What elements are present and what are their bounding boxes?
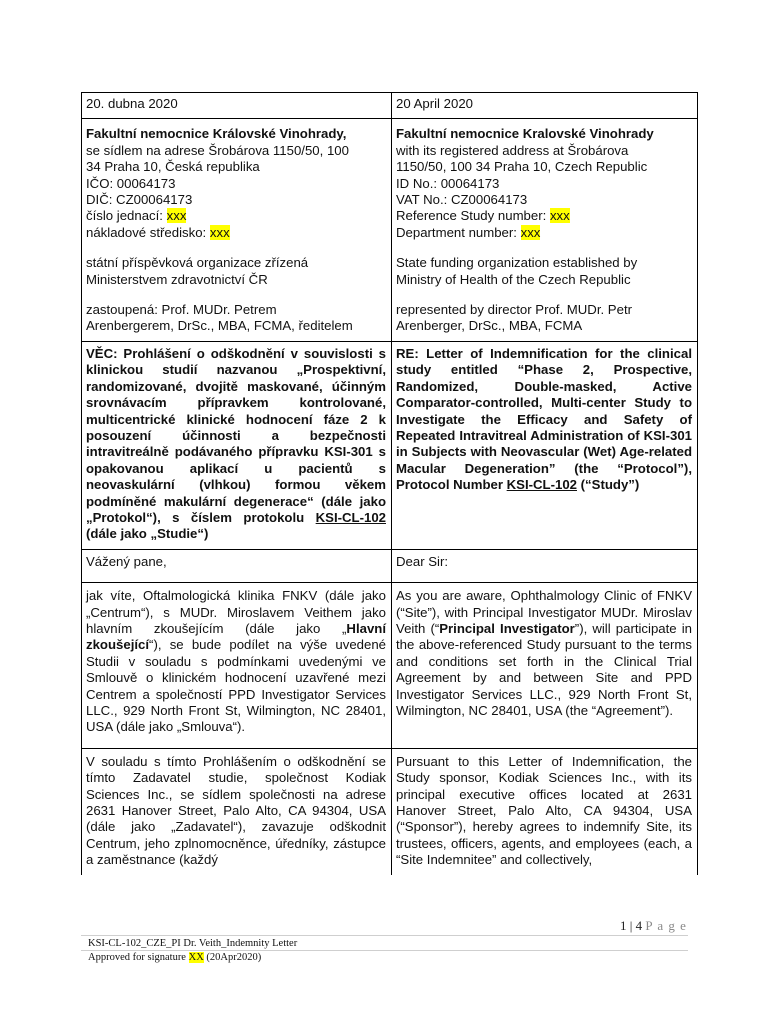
para1-cz [82, 583, 392, 749]
subject-cz [82, 341, 392, 549]
funding1-cz: státní příspěvková organizace zřízená [86, 255, 309, 271]
hospital-row [82, 119, 698, 341]
protocol-number-en: KSI-CL-102 [506, 477, 577, 493]
funding2-en: Ministry of Health of the Czech Republic [396, 271, 631, 287]
dept-value-cz: xxx [209, 224, 230, 240]
footer-doc-id: KSI-CL-102_CZE_PI Dr. Veith_Indemnity Letter [88, 938, 298, 949]
date-cz-text: 20. dubna 2020 [86, 96, 178, 111]
subject-cz-text: VĚC: Prohlášení o odškodnění v souvislosti s klinickou studií nazvanou „Prospektivní, randomizované, dvojitě maskované, účinným srovnávacím přípravkem kontrolované, multicentrické klinické hodnocení fáze 2 k posouzení účinnosti a bezpečnosti intravitreálně podávaného přípravku KSI-301 s opakovanou aplikací u pacientů s neovaskulární (vlhkou) formou věkem podmíněné makulární degenerace“ (dále jako „Protokol“), s číslem protokolu [86, 345, 386, 525]
principal-investigator-en: Principal Investigator [439, 620, 575, 636]
para1-en-a: As you are aware, Ophthalmology Clinic of FNKV (“Site”), with Principal Investigator MUDr. Miroslav Veith (“ [396, 588, 692, 636]
footer-divider-2 [81, 950, 688, 951]
para1-cz-a: jak víte, Oftalmologická klinika FNKV (dále jako „Centrum“), s MUDr. Miroslavem Veithem jako hlavním zkoušejícím (dále jako „ [86, 588, 386, 636]
salutation-row [82, 549, 698, 582]
address2-cz: 34 Praha 10, Česká republika [86, 159, 260, 175]
hospital-cz [82, 119, 392, 341]
ref-value-en: xxx [549, 208, 570, 224]
ref-label-cz: číslo jednací: [86, 208, 167, 224]
subject-en-tail: (“Study”) [577, 477, 640, 493]
para1-en-c: ”), will participate in the above-referenced Study pursuant to the terms and conditions set forth in the Clinical Trial Agreement by and between Site and PPD Investigator Services LLC., 929 North Front St, Wilmington, NC 28401, USA (the “Agreement”). [396, 620, 692, 718]
rep1-cz: zastoupená: Prof. MUDr. Petrem [86, 302, 277, 318]
para1-row [82, 583, 698, 749]
footer-approval [88, 952, 261, 963]
subject-en-text: RE: Letter of Indemnification for the clinical study entitled “Phase 2, Prospective, Randomized, Double-masked, Active Comparator-controlled, Multi-center Study to Investigate the Efficacy and Safety of Repeated Intravitreal Administration of KSI-301 in Subjects with Neovascular (Wet) Age-related Macular Degeneration” (the “Protocol”), Protocol Number [396, 345, 692, 493]
rep2-cz: Arenbergerem, DrSc., MBA, FCMA, ředitelem [86, 318, 353, 334]
ref-label-en: Reference Study number: [396, 208, 550, 224]
approved-value: XX [188, 952, 204, 963]
approved-date: (20Apr2020) [203, 952, 262, 963]
date-cz [82, 93, 392, 119]
funding1-en: State funding organization established by [396, 255, 638, 271]
dept-value-en: xxx [520, 224, 541, 240]
salutation-cz-text: Vážený pane, [86, 553, 167, 569]
date-row [82, 93, 698, 119]
subject-en [392, 341, 698, 549]
dept-label-cz: nákladové středisko: [86, 224, 210, 240]
dic-cz: DIČ: CZ00064173 [86, 192, 193, 208]
date-en-text: 20 April 2020 [396, 96, 473, 111]
dept-label-en: Department number: [396, 224, 521, 240]
rep1-en: represented by director Prof. MUDr. Petr [396, 302, 632, 318]
para2-en-text: Pursuant to this Letter of Indemnification, the Study sponsor, Kodiak Sciences Inc., with its principal executive offices located at 2631 Hanover Street, Palo Alto, CA 94304, USA (“Sponsor”), hereby agrees to indemnify Site, its trustees, officers, agents, and employees (each, a “Site Indemnitee” and collectively, [396, 753, 692, 868]
salutation-cz [82, 549, 392, 582]
ref-value-cz: xxx [166, 208, 187, 224]
protocol-number-cz: KSI-CL-102 [315, 509, 386, 525]
address2-en: 1150/50, 100 34 Praha 10, Czech Republic [396, 159, 648, 175]
hospital-en [392, 119, 698, 341]
salutation-en [392, 549, 698, 582]
bilingual-letter-table [81, 92, 698, 875]
vat-en: VAT No.: CZ00064173 [396, 192, 528, 208]
para2-en [392, 748, 698, 874]
page-number-value: 1 | 4 [620, 918, 643, 933]
para1-cz-c: “), se bude podílet na výše uvedené Studii v souladu s podmínkami uvedenými ve Smlouvě o klinickém hodnocení uzavřené mezi Centrem a společností PPD Investigator Services LLC., 929 North Front St, Wilmington, NC 28401, USA (dále jako „Smlouva“). [86, 637, 386, 735]
para2-cz-text: V souladu s tímto Prohlášením o odškodnění se tímto Zadavatel studie, společnost Kodiak Sciences Inc., se sídlem společnosti na adrese 2631 Hanover Street, Palo Alto, CA 94304, USA (dále jako „Zadavatel“), zavazuje odškodnit Centrum, jeho zplnomocněnce, úředníky, zástupce a zaměstnance (každý [86, 753, 386, 868]
date-en [392, 93, 698, 119]
footer-divider [81, 935, 688, 936]
approved-label: Approved for signature [88, 952, 189, 963]
salutation-en-text: Dear Sir: [396, 553, 449, 569]
address1-cz: se sídlem na adrese Šrobárova 1150/50, 100 [86, 142, 349, 158]
para2-cz [82, 748, 392, 874]
ico-cz: IČO: 00064173 [86, 175, 176, 191]
principal-investigator-cz: Hlavní zkoušející [86, 620, 386, 653]
rep2-en: Arenberger, DrSc., MBA, FCMA [396, 318, 583, 334]
page-number [620, 918, 687, 934]
para1-en [392, 583, 698, 749]
page-word: P a g e [645, 918, 687, 933]
hospital-name-en: Fakultní nemocnice Kralovské Vinohrady [396, 126, 654, 142]
id-en: ID No.: 00064173 [396, 175, 500, 191]
para2-row [82, 748, 698, 874]
subject-row [82, 341, 698, 549]
subject-cz-tail: (dále jako „Studie“) [86, 526, 209, 542]
address1-en: with its registered address at Šrobárova [396, 142, 629, 158]
funding2-cz: Ministerstvem zdravotnictví ČR [86, 271, 268, 287]
hospital-name-cz: Fakultní nemocnice Královské Vinohrady, [86, 126, 347, 142]
